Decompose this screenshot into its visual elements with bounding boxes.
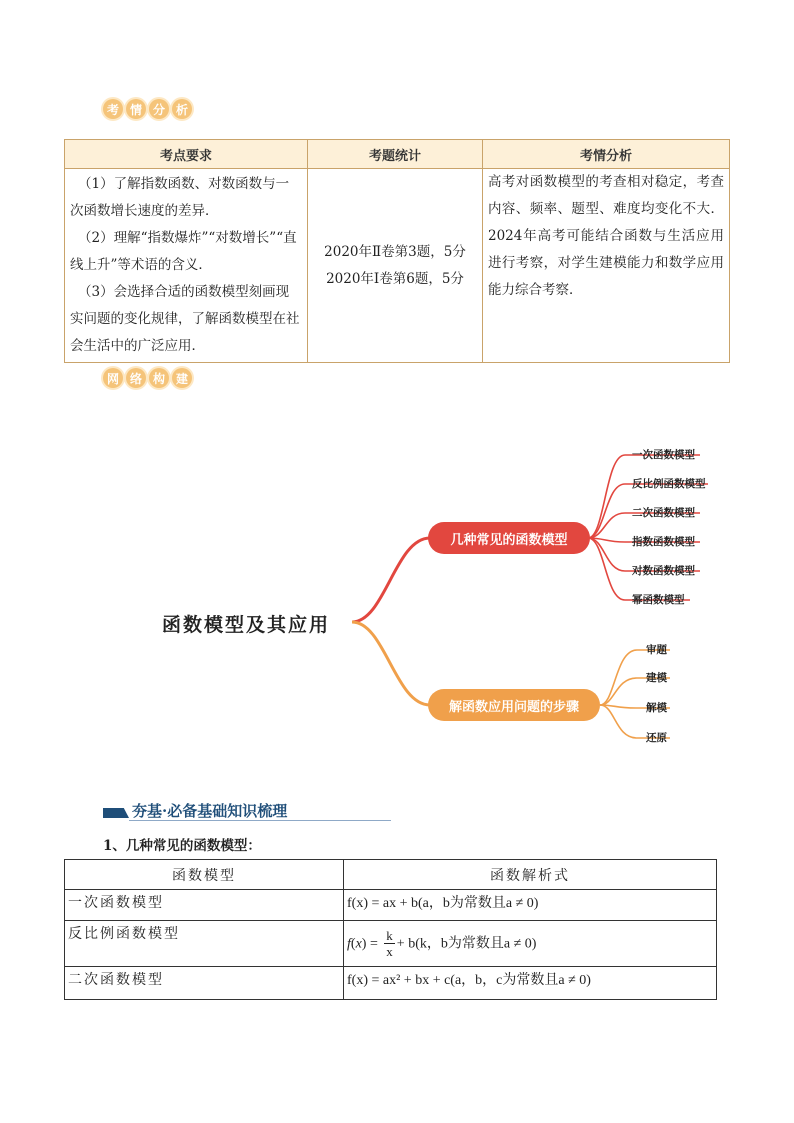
exam-analysis-table	[64, 139, 730, 363]
mind-map-leaf: 审题	[646, 644, 667, 656]
mind-map	[0, 430, 794, 760]
badge-char: 络	[126, 368, 146, 388]
section-badge-network	[103, 365, 195, 391]
section-title: 夯基·必备基础知识梳理	[132, 802, 288, 820]
subsection-heading: 1、几种常见的函数模型：	[103, 838, 261, 854]
analysis-cell: 高考对函数模型的考查相对稳定，考查内容、频率、题型、难度均变化不大．2024年高考可能结合函数与生活应用进行考察，对学生建模能力和数学应用能力综合考察．	[483, 169, 730, 363]
header-analysis: 考情分析	[483, 140, 730, 169]
fraction-numerator: k	[386, 928, 393, 943]
formula-text: f(x) = ax² + bx + c(a，b，c为常数且	[347, 973, 559, 988]
formula-text: + b(k，b为常数且	[396, 936, 504, 952]
formula-condition: a ≠ 0)	[505, 896, 539, 911]
badge-char: 考	[103, 99, 123, 119]
requirement-item: （2）理解“指数爆炸”“对数增长”“直线上升”等术语的含义．	[70, 230, 297, 273]
mind-map-leaf: 还原	[646, 732, 667, 744]
model-name: 二次函数模型	[65, 967, 344, 1000]
mind-map-leaf: 反比例函数模型	[632, 478, 706, 490]
section-title-underline	[129, 820, 391, 821]
mind-map-branch-solution-steps: 解函数应用问题的步骤	[428, 689, 600, 721]
function-models-table	[64, 859, 717, 1000]
model-formula	[344, 967, 717, 1000]
mind-map-leaf: 一次函数模型	[632, 449, 695, 461]
badge-char: 分	[149, 99, 169, 119]
statistics-item: 2020年Ⅱ卷第3题，5分	[324, 243, 466, 260]
header-statistics: 考题统计	[308, 140, 483, 169]
mind-map-root: 函数模型及其应用	[162, 614, 331, 636]
badge-char: 情	[126, 99, 146, 119]
model-formula	[344, 890, 717, 921]
mind-map-leaf: 二次函数模型	[632, 507, 695, 519]
section-title-bar	[103, 800, 391, 824]
formula-text: f(x) = ax + b(a，b为常数且	[347, 896, 506, 911]
model-formula	[344, 921, 717, 967]
formula-condition: a ≠ 0)	[503, 936, 537, 952]
requirement-item: （1）了解指数函数、对数函数与一次函数增长速度的差异．	[70, 176, 290, 219]
requirements-cell	[65, 169, 308, 363]
section-title-marker	[103, 808, 129, 818]
badge-char: 析	[172, 99, 192, 119]
formula-lhs: f(x) =	[347, 936, 378, 952]
mind-map-leaf: 对数函数模型	[632, 565, 695, 577]
mind-map-branch-common-models: 几种常见的函数模型	[428, 522, 590, 554]
fraction-denominator: x	[386, 944, 393, 959]
section-badge-analysis	[103, 96, 195, 122]
header-requirements: 考点要求	[65, 140, 308, 169]
mind-map-leaf: 指数函数模型	[632, 536, 695, 548]
mind-map-leaf: 幂函数模型	[632, 594, 685, 606]
badge-char: 构	[149, 368, 169, 388]
formula-condition: a ≠ 0)	[558, 973, 591, 988]
statistics-cell	[308, 169, 483, 363]
badge-char: 建	[172, 368, 192, 388]
model-name: 反比例函数模型	[65, 921, 344, 967]
header-model: 函数模型	[65, 860, 344, 890]
mind-map-leaf: 建模	[646, 672, 667, 684]
badge-char: 网	[103, 368, 123, 388]
requirement-item: （3）会选择合适的函数模型刻画现实问题的变化规律，了解函数模型在社会生活中的广泛应用．	[70, 284, 300, 354]
formula-fraction	[384, 929, 395, 958]
mind-map-leaf: 解模	[646, 702, 667, 714]
statistics-item: 2020年Ⅰ卷第6题，5分	[326, 270, 464, 287]
model-name: 一次函数模型	[65, 890, 344, 921]
header-formula: 函数解析式	[344, 860, 717, 890]
